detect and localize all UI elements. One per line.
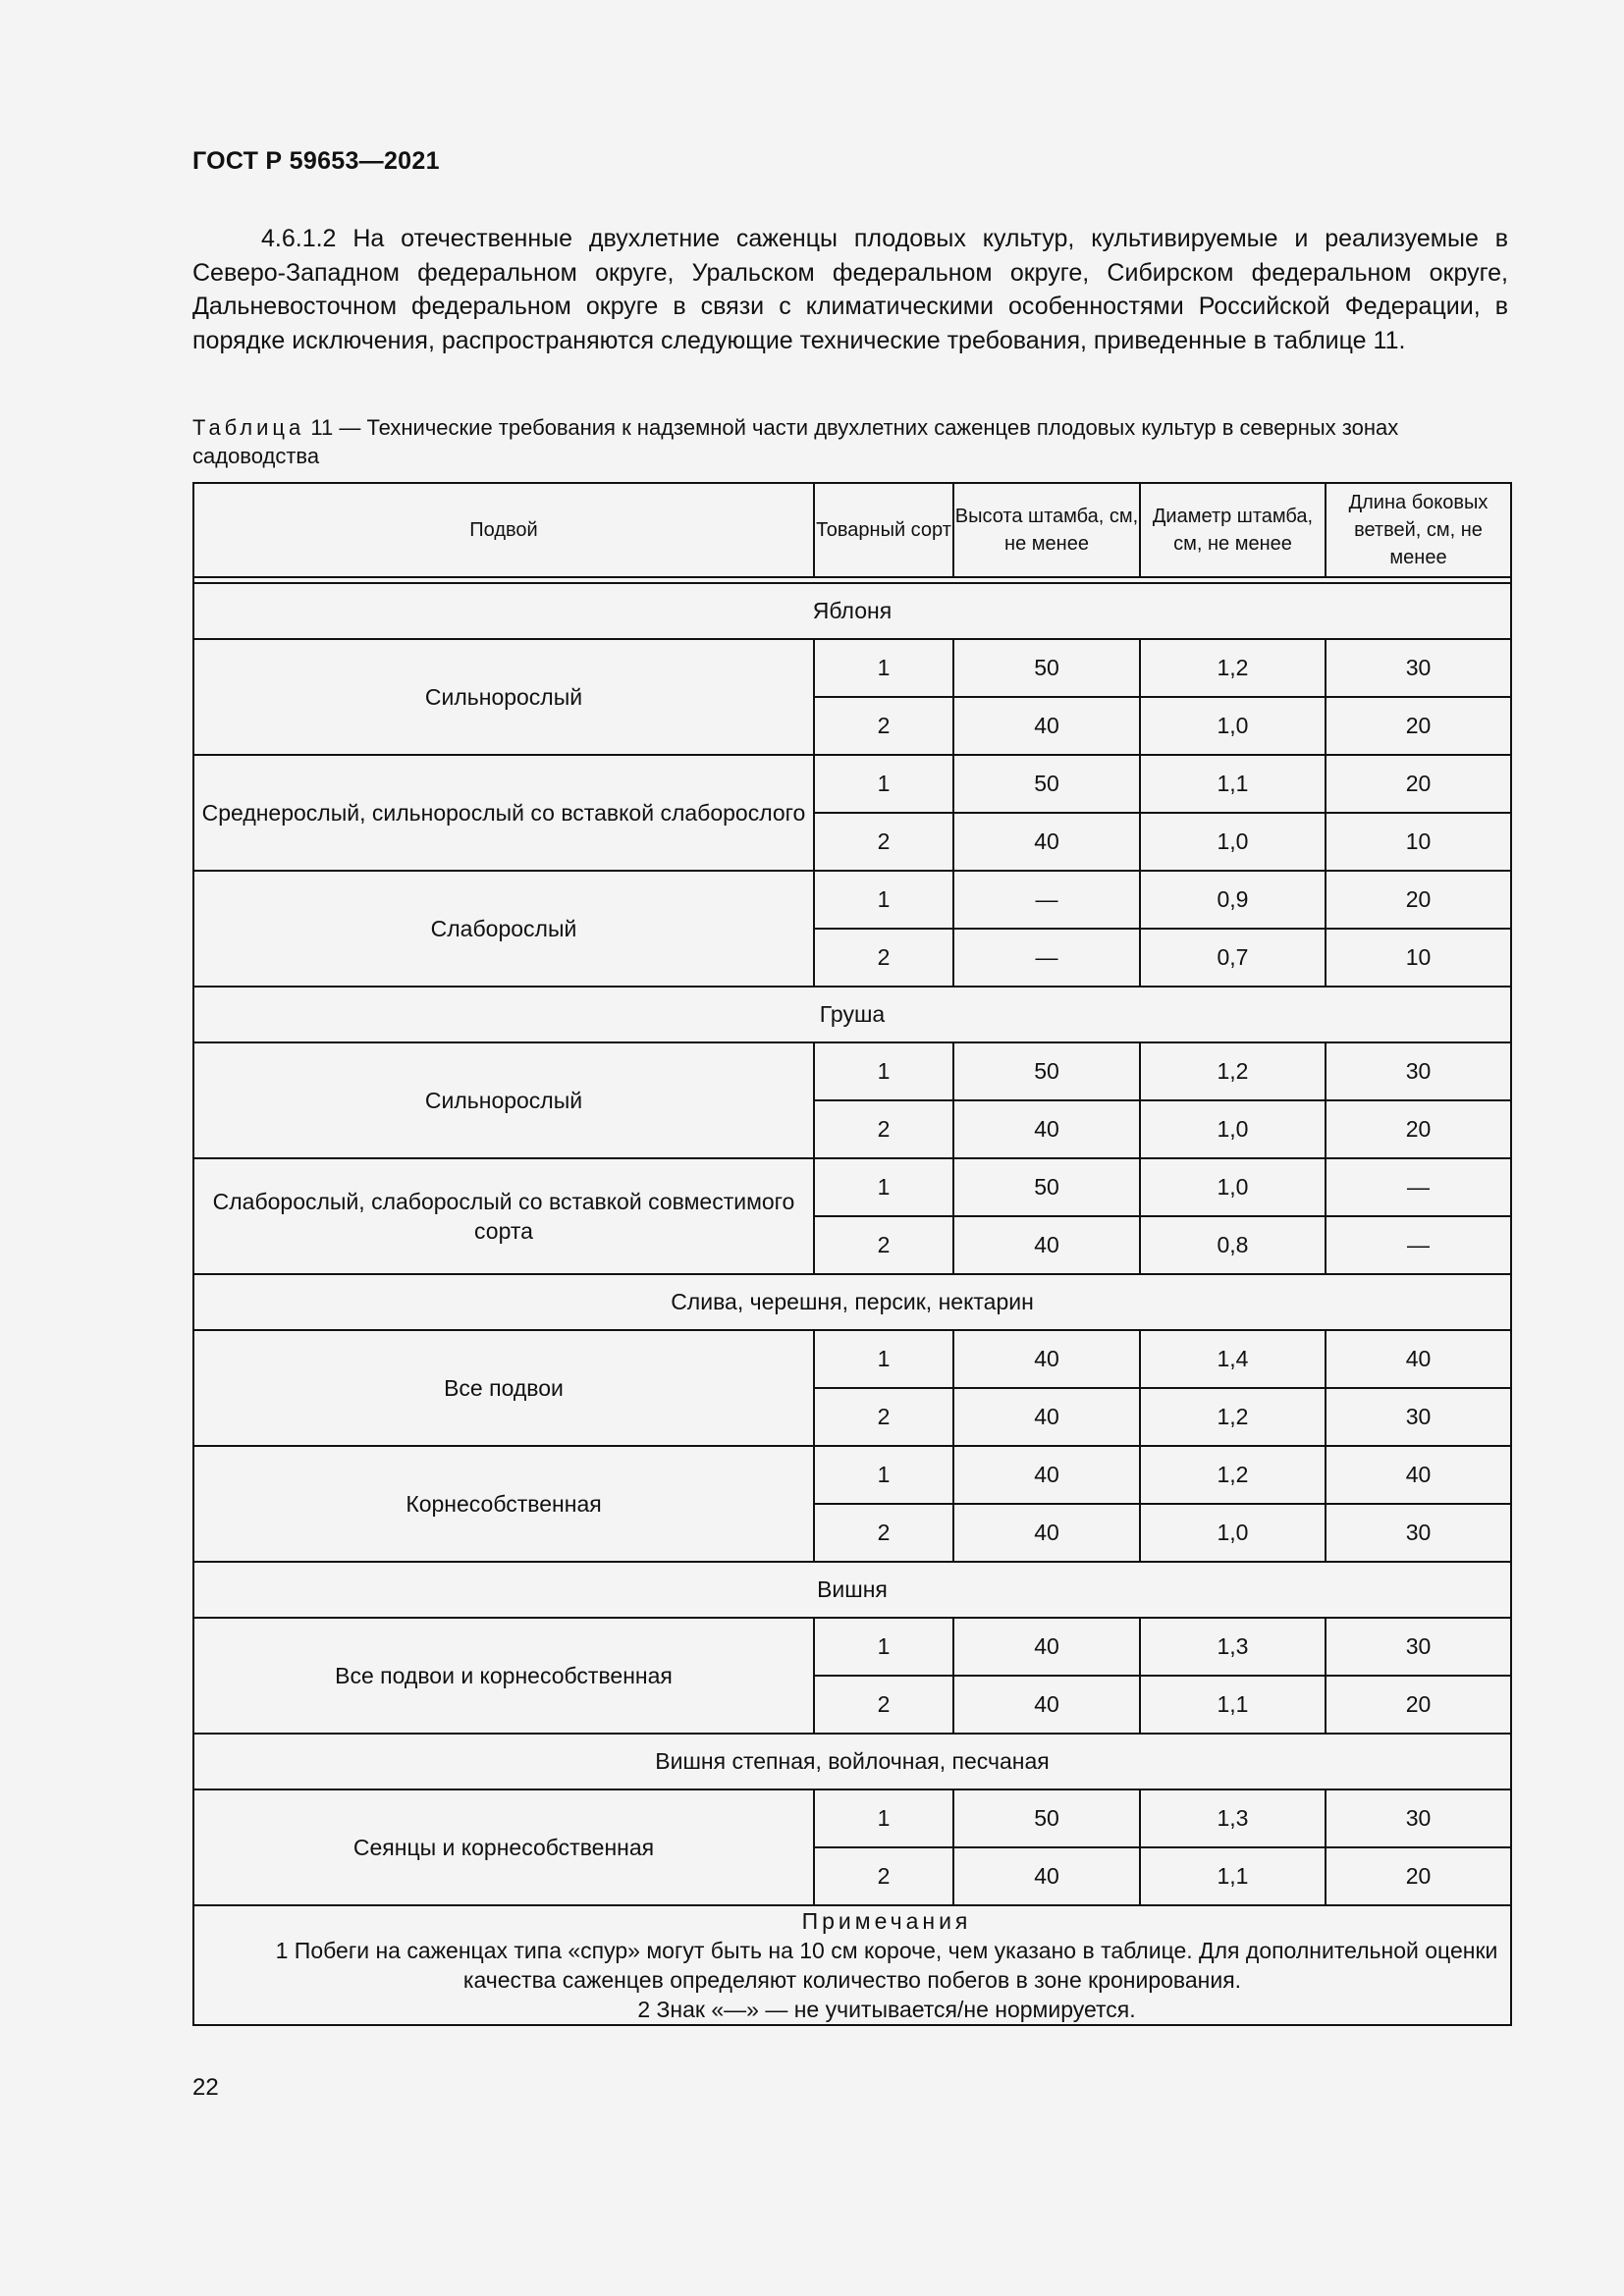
grade-cell: 1: [814, 755, 953, 813]
stem-height-cell: 40: [953, 1216, 1140, 1274]
rootstock-cell: Слаборослый: [193, 871, 814, 987]
stem-diameter-cell: 1,1: [1140, 755, 1326, 813]
branch-length-cell: 20: [1326, 697, 1511, 755]
stem-height-cell: 50: [953, 1158, 1140, 1216]
table-row: [193, 1789, 1511, 1847]
group-row: [193, 583, 1511, 639]
table-body: [193, 583, 1511, 1905]
grade-cell: 2: [814, 929, 953, 987]
grade-cell: 1: [814, 1042, 953, 1100]
branch-length-cell: 20: [1326, 1100, 1511, 1158]
stem-height-cell: 40: [953, 1388, 1140, 1446]
stem-diameter-cell: 1,3: [1140, 1789, 1326, 1847]
stem-diameter-cell: 1,0: [1140, 1100, 1326, 1158]
stem-height-cell: —: [953, 871, 1140, 929]
branch-length-cell: 30: [1326, 1789, 1511, 1847]
stem-height-cell: 50: [953, 1789, 1140, 1847]
stem-diameter-cell: 1,2: [1140, 1388, 1326, 1446]
stem-height-cell: 40: [953, 1676, 1140, 1734]
branch-length-cell: 40: [1326, 1330, 1511, 1388]
stem-diameter-cell: 0,7: [1140, 929, 1326, 987]
stem-diameter-cell: 1,1: [1140, 1847, 1326, 1905]
branch-length-cell: 20: [1326, 1676, 1511, 1734]
stem-height-cell: 40: [953, 1330, 1140, 1388]
grade-cell: 1: [814, 639, 953, 697]
group-name: Груша: [193, 987, 1511, 1042]
table-row: [193, 1330, 1511, 1388]
grade-cell: 2: [814, 697, 953, 755]
stem-diameter-cell: 1,0: [1140, 813, 1326, 871]
group-row: [193, 987, 1511, 1042]
branch-length-cell: 30: [1326, 1618, 1511, 1676]
branch-length-cell: 10: [1326, 813, 1511, 871]
branch-length-cell: —: [1326, 1158, 1511, 1216]
group-row: [193, 1562, 1511, 1618]
rootstock-cell: Среднерослый, сильнорослый со вставкой слаборослого: [193, 755, 814, 871]
grade-cell: 2: [814, 1100, 953, 1158]
group-name: Слива, черешня, персик, нектарин: [193, 1274, 1511, 1330]
grade-cell: 1: [814, 1330, 953, 1388]
notes-cell: [193, 1905, 1511, 2025]
rootstock-cell: Все подвои: [193, 1330, 814, 1446]
grade-cell: 2: [814, 1676, 953, 1734]
branch-length-cell: —: [1326, 1216, 1511, 1274]
branch-length-cell: 30: [1326, 1504, 1511, 1562]
grade-cell: 1: [814, 1789, 953, 1847]
group-name: Вишня: [193, 1562, 1511, 1618]
stem-height-cell: 50: [953, 755, 1140, 813]
stem-height-cell: 40: [953, 1446, 1140, 1504]
table-row: [193, 871, 1511, 929]
rootstock-cell: Слаборослый, слаборослый со вставкой совместимого сорта: [193, 1158, 814, 1274]
stem-diameter-cell: 1,0: [1140, 1504, 1326, 1562]
column-header: Подвой: [193, 483, 814, 577]
note-item: 1 Побеги на саженцах типа «спур» могут быть на 10 см короче, чем указано в таблице. Для дополнительной оценки качества саженцев определяют количество побегов в зоне кронирования.: [275, 1938, 1498, 1993]
stem-height-cell: —: [953, 929, 1140, 987]
rootstock-cell: Корнесобственная: [193, 1446, 814, 1562]
column-header: Диаметр штамба, см, не менее: [1140, 483, 1326, 577]
stem-height-cell: 40: [953, 697, 1140, 755]
stem-height-cell: 40: [953, 1100, 1140, 1158]
stem-diameter-cell: 0,8: [1140, 1216, 1326, 1274]
stem-diameter-cell: 1,1: [1140, 1676, 1326, 1734]
requirements-table: [192, 482, 1512, 2026]
table-caption-text: 11 — Технические требования к надземной части двухлетних саженцев плодовых культур в северных зонах садоводства: [192, 415, 1399, 468]
stem-diameter-cell: 1,4: [1140, 1330, 1326, 1388]
clause-paragraph: 4.6.1.2 На отечественные двухлетние саженцы плодовых культур, культивируемые и реализуемые в Северо-Западном федеральном округе, Уральском федеральном округе, Сибирском федеральном округе, Дальневосточном федеральном округе в связи с климатическими особенностями Российской Федерации, в порядке исключения, распространяются следующие технические требования, приведенные в таблице 11.: [192, 225, 1508, 354]
page-number: 22: [192, 2074, 219, 2101]
stem-height-cell: 50: [953, 1042, 1140, 1100]
table-caption: [192, 413, 1508, 470]
group-name: Яблоня: [193, 583, 1511, 639]
grade-cell: 2: [814, 813, 953, 871]
stem-diameter-cell: 1,2: [1140, 639, 1326, 697]
rootstock-cell: Сеянцы и корнесобственная: [193, 1789, 814, 1905]
stem-height-cell: 40: [953, 1618, 1140, 1676]
table-row: [193, 1042, 1511, 1100]
grade-cell: 2: [814, 1504, 953, 1562]
column-header: Высота штамба, см, не менее: [953, 483, 1140, 577]
grade-cell: 1: [814, 1618, 953, 1676]
grade-cell: 2: [814, 1847, 953, 1905]
branch-length-cell: 30: [1326, 1388, 1511, 1446]
stem-diameter-cell: 1,0: [1140, 697, 1326, 755]
note-item: 2 Знак «—» — не учитывается/не нормируется.: [637, 1997, 1136, 2022]
branch-length-cell: 30: [1326, 1042, 1511, 1100]
grade-cell: 1: [814, 1158, 953, 1216]
stem-diameter-cell: 1,2: [1140, 1042, 1326, 1100]
rootstock-cell: Сильнорослый: [193, 1042, 814, 1158]
branch-length-cell: 30: [1326, 639, 1511, 697]
rootstock-cell: Все подвои и корнесобственная: [193, 1618, 814, 1734]
table-row: [193, 755, 1511, 813]
notes-title: Примечания: [801, 1908, 972, 1934]
stem-height-cell: 40: [953, 813, 1140, 871]
branch-length-cell: 20: [1326, 871, 1511, 929]
grade-cell: 2: [814, 1388, 953, 1446]
rootstock-cell: Сильнорослый: [193, 639, 814, 755]
table-row: [193, 1618, 1511, 1676]
table-row: [193, 639, 1511, 697]
grade-cell: 2: [814, 1216, 953, 1274]
branch-length-cell: 20: [1326, 1847, 1511, 1905]
group-row: [193, 1734, 1511, 1789]
column-header: Товарный сорт: [814, 483, 953, 577]
stem-height-cell: 40: [953, 1847, 1140, 1905]
branch-length-cell: 40: [1326, 1446, 1511, 1504]
table-row: [193, 1158, 1511, 1216]
document-header: ГОСТ Р 59653—2021: [192, 147, 440, 175]
column-header: Длина боковых ветвей, см, не менее: [1326, 483, 1511, 577]
stem-diameter-cell: 1,0: [1140, 1158, 1326, 1216]
group-name: Вишня степная, войлочная, песчаная: [193, 1734, 1511, 1789]
stem-diameter-cell: 1,2: [1140, 1446, 1326, 1504]
stem-height-cell: 50: [953, 639, 1140, 697]
branch-length-cell: 10: [1326, 929, 1511, 987]
grade-cell: 1: [814, 871, 953, 929]
branch-length-cell: 20: [1326, 755, 1511, 813]
table-row: [193, 1446, 1511, 1504]
table-caption-label: Таблица: [192, 415, 305, 440]
grade-cell: 1: [814, 1446, 953, 1504]
stem-diameter-cell: 1,3: [1140, 1618, 1326, 1676]
stem-height-cell: 40: [953, 1504, 1140, 1562]
group-row: [193, 1274, 1511, 1330]
stem-diameter-cell: 0,9: [1140, 871, 1326, 929]
